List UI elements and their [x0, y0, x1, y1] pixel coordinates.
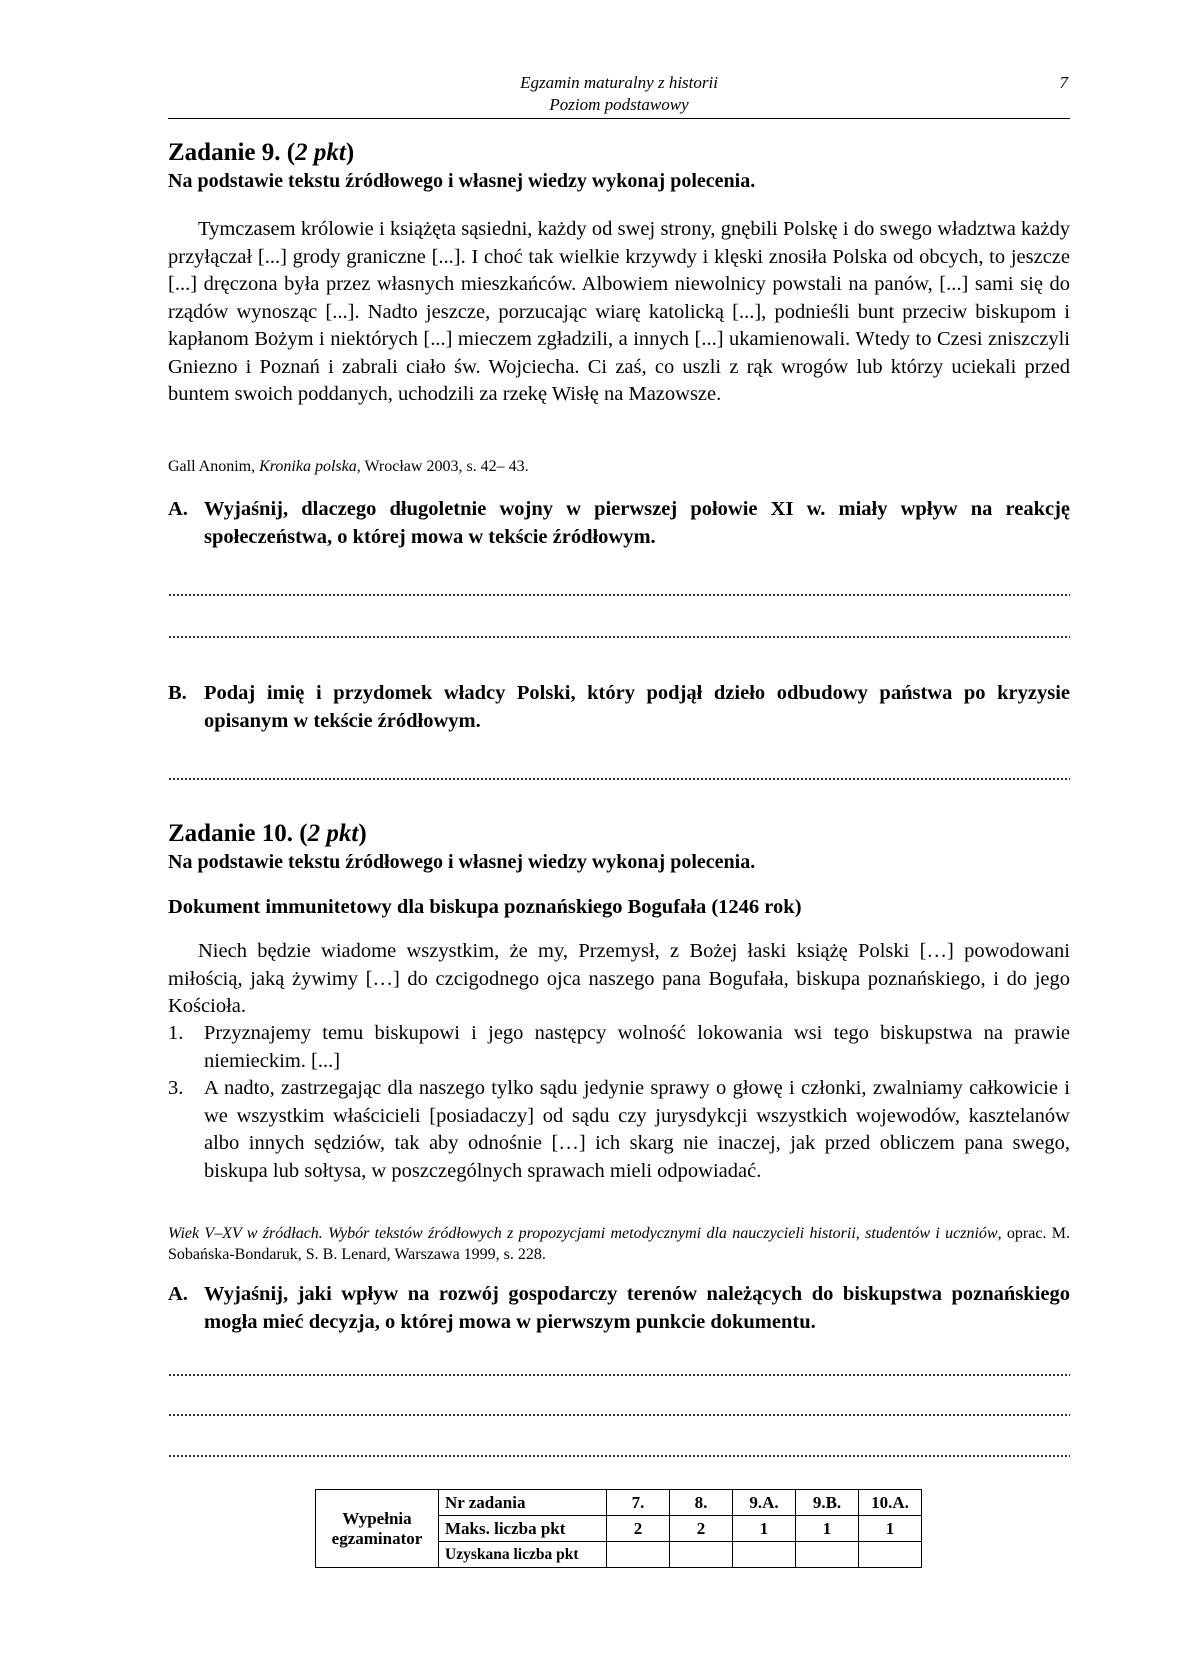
task-9-citation [168, 456, 1070, 477]
max-points-cell: 2 [607, 1516, 670, 1542]
exam-level: Poziom podstawowy [549, 95, 689, 114]
row-label-obtained-points: Uzyskana liczba pkt [439, 1542, 607, 1568]
citation-title: Wiek V–XV w źródłach. Wybór tekstów źródłowych z propozycjami metodycznymi dla nauczycieli historii, studentów i uczniów [168, 1225, 998, 1242]
max-points-cell: 1 [733, 1516, 796, 1542]
answer-line[interactable] [168, 1455, 1070, 1457]
task-9-points: 2 pkt [295, 139, 346, 166]
answer-line[interactable] [168, 594, 1070, 596]
obtained-points-cell[interactable] [607, 1542, 670, 1568]
citation-details: , oprac. M. Sobańska-Bondaruk, S. B. Lenard, Warszawa 1999, s. 228. [168, 1225, 1071, 1263]
exam-title: Egzamin maturalny z historii [520, 73, 718, 92]
max-points-cell: 1 [859, 1516, 922, 1542]
row-label-max-points: Maks. liczba pkt [439, 1516, 607, 1542]
max-points-cell: 2 [670, 1516, 733, 1542]
page-header [168, 72, 1070, 119]
question-letter: A. [168, 498, 188, 520]
obtained-points-cell[interactable] [670, 1542, 733, 1568]
task-10-title-prefix: Zadanie 10. ( [168, 820, 308, 847]
task-number-cell: 7. [607, 1490, 670, 1516]
task-number-cell: 9.B. [796, 1490, 859, 1516]
question-text: Podaj imię i przydomek władcy Polski, który podjął dzieło odbudowy państwa po kryzysie opisanym w tekście źródłowym. [204, 682, 1070, 732]
obtained-points-cell[interactable] [733, 1542, 796, 1568]
answer-line[interactable] [168, 1374, 1070, 1376]
score-table [315, 1489, 922, 1568]
citation-author: Gall Anonim, [168, 458, 260, 475]
question-text: Wyjaśnij, dlaczego długoletnie wojny w pierwszej połowie XI w. miały wpływ na reakcję społeczeństwa, o której mowa w tekście źródłowym. [204, 498, 1070, 548]
task-10-points: 2 pkt [307, 820, 359, 847]
task-9-instruction: Na podstawie tekstu źródłowego i własnej wiedzy wykonaj polecenia. [168, 170, 756, 192]
task-9-source-text: Tymczasem królowie i książęta sąsiedni, każdy od swej strony, gnębili Polskę i do swego władztwa każdy przyłączał [...] grody graniczne [...]. I choć tak wielkie krzywdy i klęski znosiła Polska od obcych, to jeszcze [...] dręczona była przez własnych mieszkańców. Albowiem niewolnicy powstali na panów, [...] sami się do rządów wynosząc [...]. Nadto jeszcze, porzucając wiarę katolicką [...], podnieśli bunt przeciw biskupom i kapłanom Bożym i niektórych [...] mieczem zgładzili, a innych [...] ukamienowali. Wtedy to Czesi zniszczyli Gniezno i Poznań i zabrali ciało św. Wojciecha. Ci zaś, co uszli z rąk wrogów lub którzy uciekali przed buntem swoich poddanych, uchodzili za rzekę Wisłę na Mazowsze. [168, 218, 1070, 405]
document-title: Dokument immunitetowy dla biskupa poznańskiego Bogufała (1246 rok) [168, 896, 802, 918]
citation-details: , Wrocław 2003, s. 42– 43. [356, 458, 529, 475]
task-9a-question [168, 496, 1070, 551]
score-table-row [316, 1490, 922, 1516]
question-text: Wyjaśnij, jaki wpływ na rozwój gospodarczy terenów należących do biskupstwa poznańskiego mogła mieć decyzja, o której mowa w pierwszym punkcie dokumentu. [204, 1283, 1070, 1333]
task-9b-question [168, 680, 1070, 735]
document-item [168, 1075, 1070, 1185]
task-number-cell: 9.A. [733, 1490, 796, 1516]
task-10-instruction: Na podstawie tekstu źródłowego i własnej wiedzy wykonaj polecenia. [168, 851, 756, 873]
item-text: A nadto, zastrzegając dla naszego tylko sądu jedynie sprawy o głowę i członki, zwalniamy całkowicie i we wszystkim właścicieli [posiadaczy] od sądu czy jurysdykcji wszystkich wojewodów, kasztelanów albo innych sędziów, tak aby odnośnie […] ich skarg nie inaczej, jak przed obliczem pana swego, biskupa lub sołtysa, w poszczególnych sprawach mieli odpowiadać. [204, 1077, 1070, 1182]
item-text: Przyznajemy temu biskupowi i jego następcy wolność lokowania wsi tego biskupstwa na prawie niemieckim. [...] [204, 1022, 1070, 1072]
answer-line[interactable] [168, 1414, 1070, 1416]
item-number: 3. [168, 1077, 184, 1099]
citation-title: Kronika polska [259, 458, 357, 475]
obtained-points-cell[interactable] [796, 1542, 859, 1568]
answer-line[interactable] [168, 778, 1070, 780]
max-points-cell: 1 [796, 1516, 859, 1542]
task-9-title [168, 139, 354, 167]
task-10a-question [168, 1281, 1070, 1336]
task-10-citation [168, 1223, 1070, 1265]
examiner-label [316, 1490, 439, 1568]
question-letter: A. [168, 1283, 188, 1305]
task-number-cell: 10.A. [859, 1490, 922, 1516]
page-number: 7 [1059, 73, 1068, 92]
obtained-points-cell[interactable] [859, 1542, 922, 1568]
task-number-cell: 8. [670, 1490, 733, 1516]
task-10-title [168, 820, 367, 848]
item-number: 1. [168, 1022, 184, 1044]
question-letter: B. [168, 682, 187, 704]
examiner-label-line: Wypełnia [342, 1508, 412, 1528]
row-label-task-number: Nr zadania [439, 1490, 607, 1516]
task-10-title-suffix: ) [358, 820, 367, 847]
task-9-title-prefix: Zadanie 9. ( [168, 139, 296, 166]
document-item [168, 1020, 1070, 1075]
answer-line[interactable] [168, 636, 1070, 638]
examiner-label-line: egzaminator [331, 1528, 423, 1548]
document-intro-text: Niech będzie wiadome wszystkim, że my, Przemysł, z Bożej łaski książę Polski […] powodowani miłością, jaką żywimy […] do czcigodnego ojca naszego pana Bogufała, biskupa poznańskiego, i do jego Kościoła. [168, 940, 1070, 1017]
task-9-title-suffix: ) [345, 139, 355, 166]
